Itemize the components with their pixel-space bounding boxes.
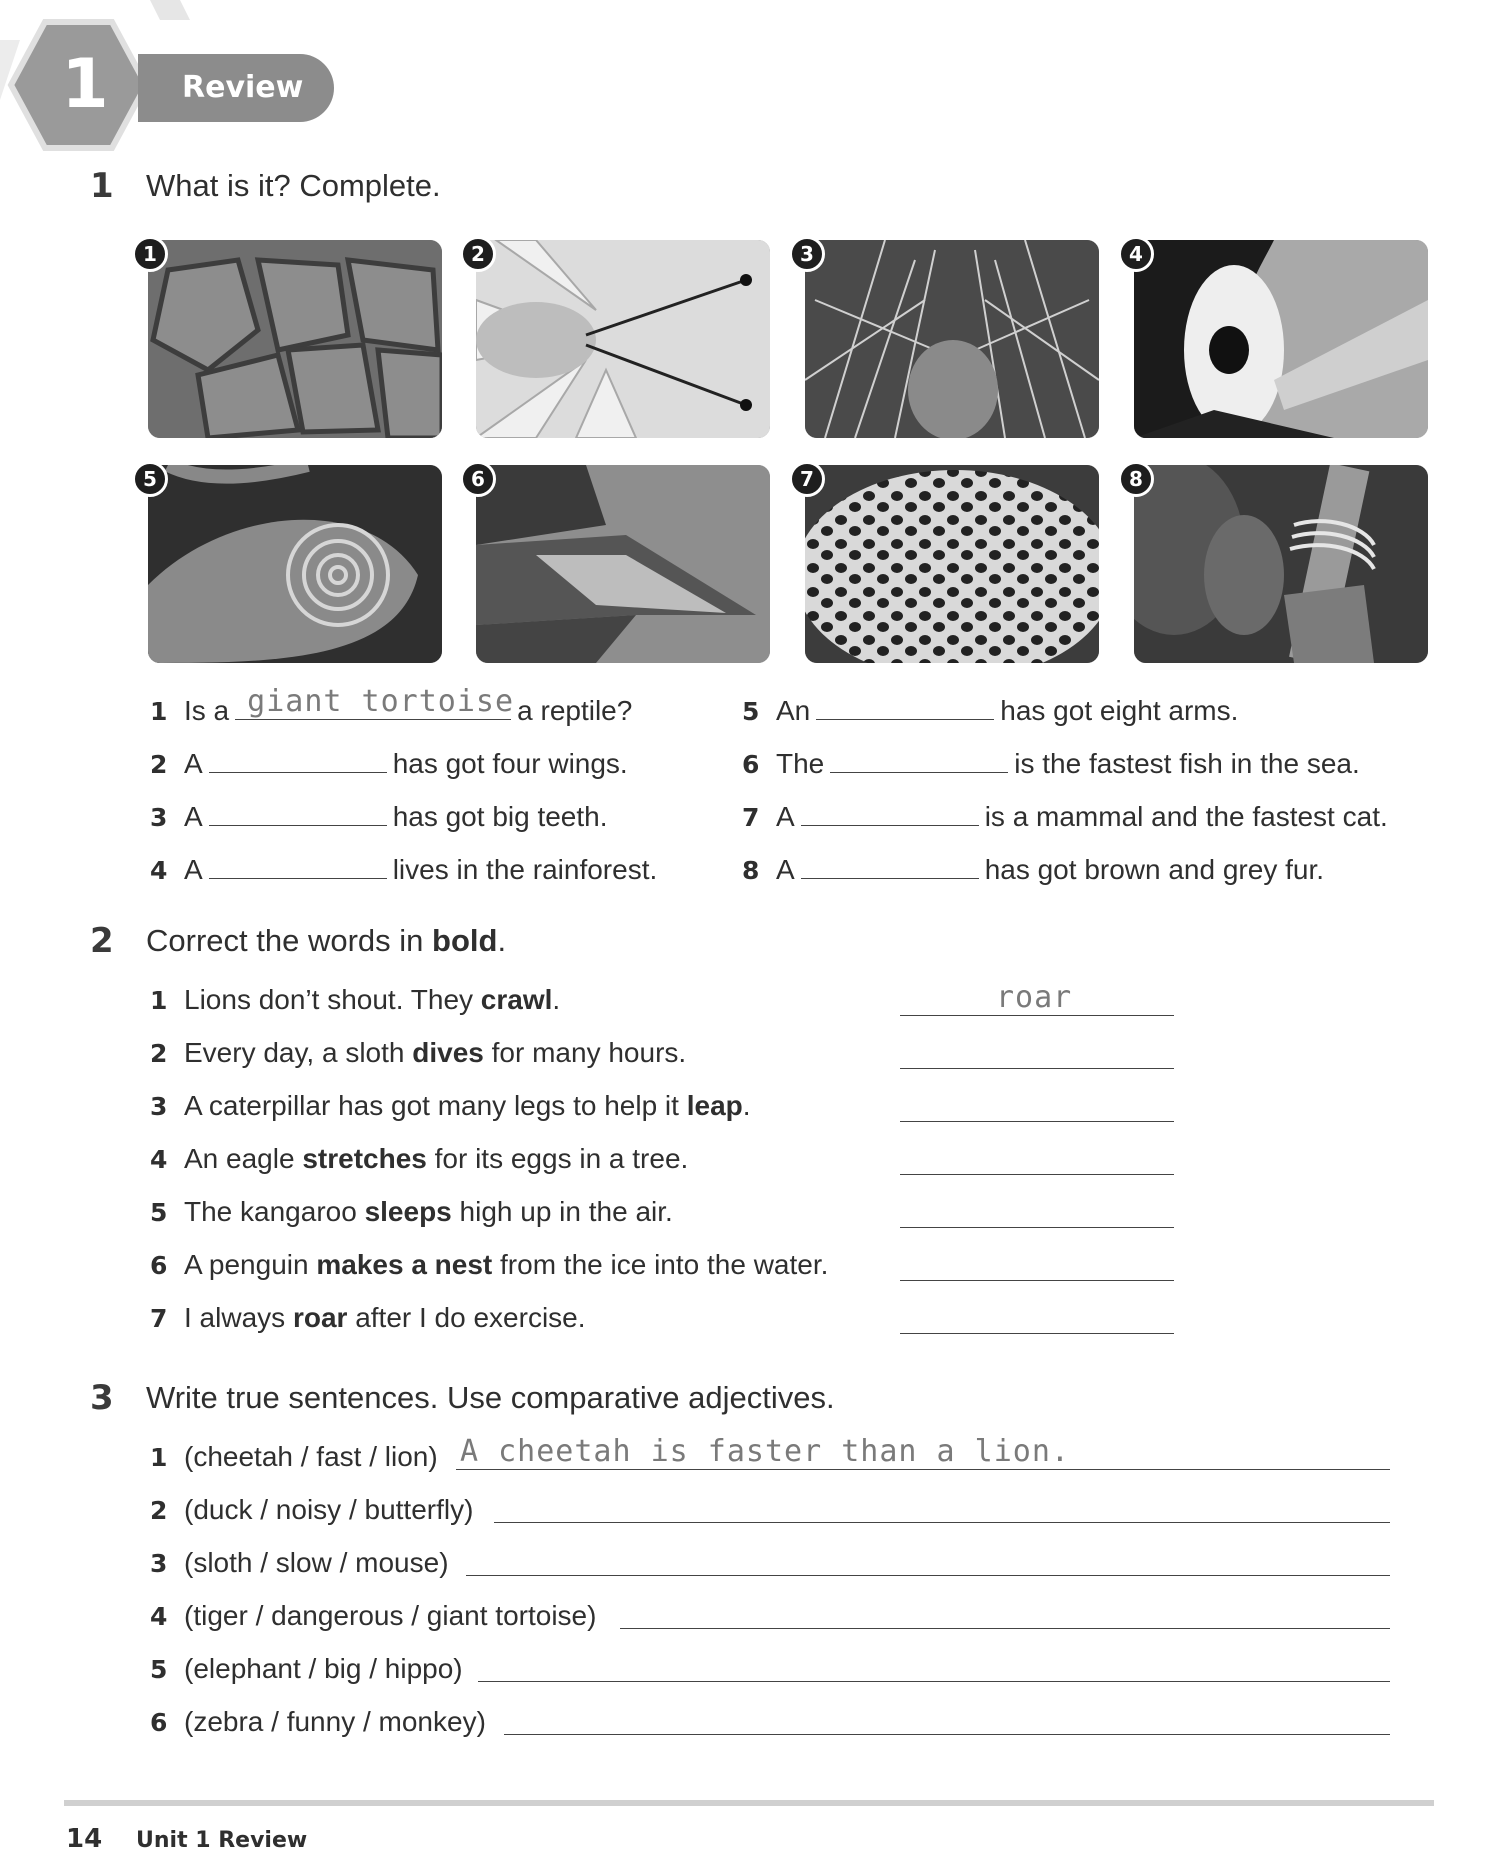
answer-line[interactable]: [900, 1035, 1174, 1069]
photo-bird-face: [1134, 240, 1428, 438]
photo-spotted-fur: [805, 465, 1099, 663]
footer-divider: [64, 1800, 1434, 1806]
item-text: A caterpillar has got many legs to help it leap.: [184, 1090, 751, 1121]
ex1-item: [742, 690, 1238, 727]
answer-line[interactable]: [466, 1542, 1390, 1576]
answer-blank[interactable]: [816, 690, 994, 720]
exercise-number: 3: [90, 1378, 114, 1418]
item-prompt: (tiger / dangerous / giant tortoise): [184, 1600, 597, 1631]
ex3-item: [150, 1547, 449, 1579]
item-text-before: The: [776, 748, 825, 779]
item-number: 6: [150, 1251, 168, 1280]
ex2-item: [150, 1090, 751, 1122]
ex2-item: [150, 984, 560, 1016]
photo-number-badge: 7: [789, 461, 825, 497]
answer-line[interactable]: [900, 1247, 1174, 1281]
item-text-after: is a mammal and the fastest cat.: [984, 801, 1388, 832]
answer-blank[interactable]: [235, 684, 515, 720]
ex1-item: [150, 849, 657, 886]
item-number: 3: [150, 1092, 168, 1121]
ex1-item: [742, 743, 1360, 780]
item-text-before: A: [184, 748, 203, 779]
item-number: 7: [742, 803, 760, 832]
exercise-1-heading: [90, 166, 441, 206]
item-text: A penguin makes a nest from the ice into the water.: [184, 1249, 829, 1280]
photo-insect: [476, 240, 770, 438]
item-prompt: (cheetah / fast / lion): [184, 1441, 438, 1472]
ex1-item: [150, 684, 633, 727]
photo-octopus-arm: [148, 465, 442, 663]
answer-blank[interactable]: [209, 849, 387, 879]
handwritten-answer: A cheetah is faster than a lion.: [460, 1434, 1070, 1469]
handwritten-answer: giant tortoise: [247, 684, 515, 719]
ex1-item: [742, 796, 1388, 833]
item-number: 2: [150, 750, 168, 779]
ex1-item: [150, 796, 608, 833]
item-text-after: lives in the rainforest.: [392, 854, 658, 885]
ex2-item: [150, 1302, 586, 1334]
answer-line[interactable]: [494, 1489, 1390, 1523]
ex3-item: [150, 1494, 473, 1526]
item-number: 5: [150, 1655, 168, 1684]
photo-spiky-animal: [805, 240, 1099, 438]
answer-line[interactable]: [456, 1436, 1390, 1470]
photo-number-badge: 5: [132, 461, 168, 497]
item-number: 2: [150, 1039, 168, 1068]
handwritten-answer: roar: [996, 980, 1073, 1015]
ex3-item: [150, 1600, 596, 1632]
photo-fish-snout: [476, 465, 770, 663]
answer-line[interactable]: [900, 1088, 1174, 1122]
item-text: Every day, a sloth dives for many hours.: [184, 1037, 687, 1068]
photo-number-badge: 6: [460, 461, 496, 497]
photo-number-badge: 2: [460, 236, 496, 272]
answer-line[interactable]: [900, 1194, 1174, 1228]
ex3-item: [150, 1441, 438, 1473]
answer-line[interactable]: [478, 1648, 1390, 1682]
item-number: 1: [150, 697, 168, 726]
photo-number-badge: 3: [789, 236, 825, 272]
item-number: 5: [150, 1198, 168, 1227]
item-prompt: (elephant / big / hippo): [184, 1653, 463, 1684]
item-prompt: (zebra / funny / monkey): [184, 1706, 486, 1737]
exercise-number: 2: [90, 921, 114, 961]
ex2-item: [150, 1249, 828, 1281]
answer-line[interactable]: [620, 1595, 1390, 1629]
item-text: An eagle stretches for its eggs in a tree.: [184, 1143, 689, 1174]
item-text: I always roar after I do exercise.: [184, 1302, 586, 1333]
item-text-before: A: [184, 801, 203, 832]
item-text-before: A: [776, 801, 795, 832]
ex2-item: [150, 1037, 686, 1069]
answer-blank[interactable]: [209, 796, 387, 826]
exercise-2-heading: [90, 921, 506, 961]
item-text: The kangaroo sleeps high up in the air.: [184, 1196, 673, 1227]
item-number: 3: [150, 1549, 168, 1578]
photo-number-badge: 8: [1118, 461, 1154, 497]
ex2-item: [150, 1196, 673, 1228]
item-number: 2: [150, 1496, 168, 1525]
item-prompt: (duck / noisy / butterfly): [184, 1494, 474, 1525]
answer-line[interactable]: [900, 1141, 1174, 1175]
photo-animal-branch: [1134, 465, 1428, 663]
ex1-item: [150, 743, 628, 780]
item-number: 7: [150, 1304, 168, 1333]
item-number: 6: [150, 1708, 168, 1737]
exercise-instruction: Write true sentences. Use comparative adjectives.: [146, 1380, 835, 1415]
item-text-before: A: [184, 854, 203, 885]
item-text-after: has got four wings.: [392, 748, 628, 779]
item-number: 3: [150, 803, 168, 832]
item-text-before: An: [776, 695, 811, 726]
exercise-number: 1: [90, 166, 114, 206]
ex1-item: [742, 849, 1324, 886]
answer-line[interactable]: [900, 1300, 1174, 1334]
unit-title: Review: [138, 54, 334, 122]
exercise-3-heading: [90, 1378, 835, 1418]
answer-blank[interactable]: [209, 743, 387, 773]
item-number: 5: [742, 697, 760, 726]
item-number: 4: [150, 1602, 168, 1631]
item-text-after: has got brown and grey fur.: [984, 854, 1325, 885]
item-prompt: (sloth / slow / mouse): [184, 1547, 449, 1578]
answer-line[interactable]: [504, 1701, 1390, 1735]
unit-header: [0, 0, 340, 160]
item-text-after: a reptile?: [517, 695, 633, 726]
item-text-after: is the fastest fish in the sea.: [1014, 748, 1360, 779]
item-text: Lions don’t shout. They crawl.: [184, 984, 561, 1015]
page-number: 14: [66, 1824, 103, 1854]
photo-number-badge: 4: [1118, 236, 1154, 272]
item-text-before: A: [776, 854, 795, 885]
unit-number: 1: [61, 45, 109, 124]
item-text-after: has got eight arms.: [1000, 695, 1239, 726]
item-number: 1: [150, 1443, 168, 1472]
photo-tortoise-shell: [148, 240, 442, 438]
answer-blank[interactable]: [801, 849, 979, 879]
item-number: 4: [150, 1145, 168, 1174]
item-number: 8: [742, 856, 760, 885]
answer-blank[interactable]: [830, 743, 1008, 773]
answer-blank[interactable]: [801, 796, 979, 826]
item-text-before: Is a: [184, 695, 230, 726]
ex3-item: [150, 1653, 463, 1685]
item-number: 1: [150, 986, 168, 1015]
item-text-after: has got big teeth.: [392, 801, 608, 832]
footer-label: Unit 1 Review: [136, 1828, 308, 1853]
item-number: 4: [150, 856, 168, 885]
ex2-item: [150, 1143, 688, 1175]
item-number: 6: [742, 750, 760, 779]
photo-number-badge: 1: [132, 236, 168, 272]
answer-line[interactable]: [900, 982, 1174, 1016]
exercise-instruction: Correct the words in bold.: [146, 923, 507, 958]
exercise-instruction: What is it? Complete.: [146, 168, 441, 203]
ex3-item: [150, 1706, 486, 1738]
